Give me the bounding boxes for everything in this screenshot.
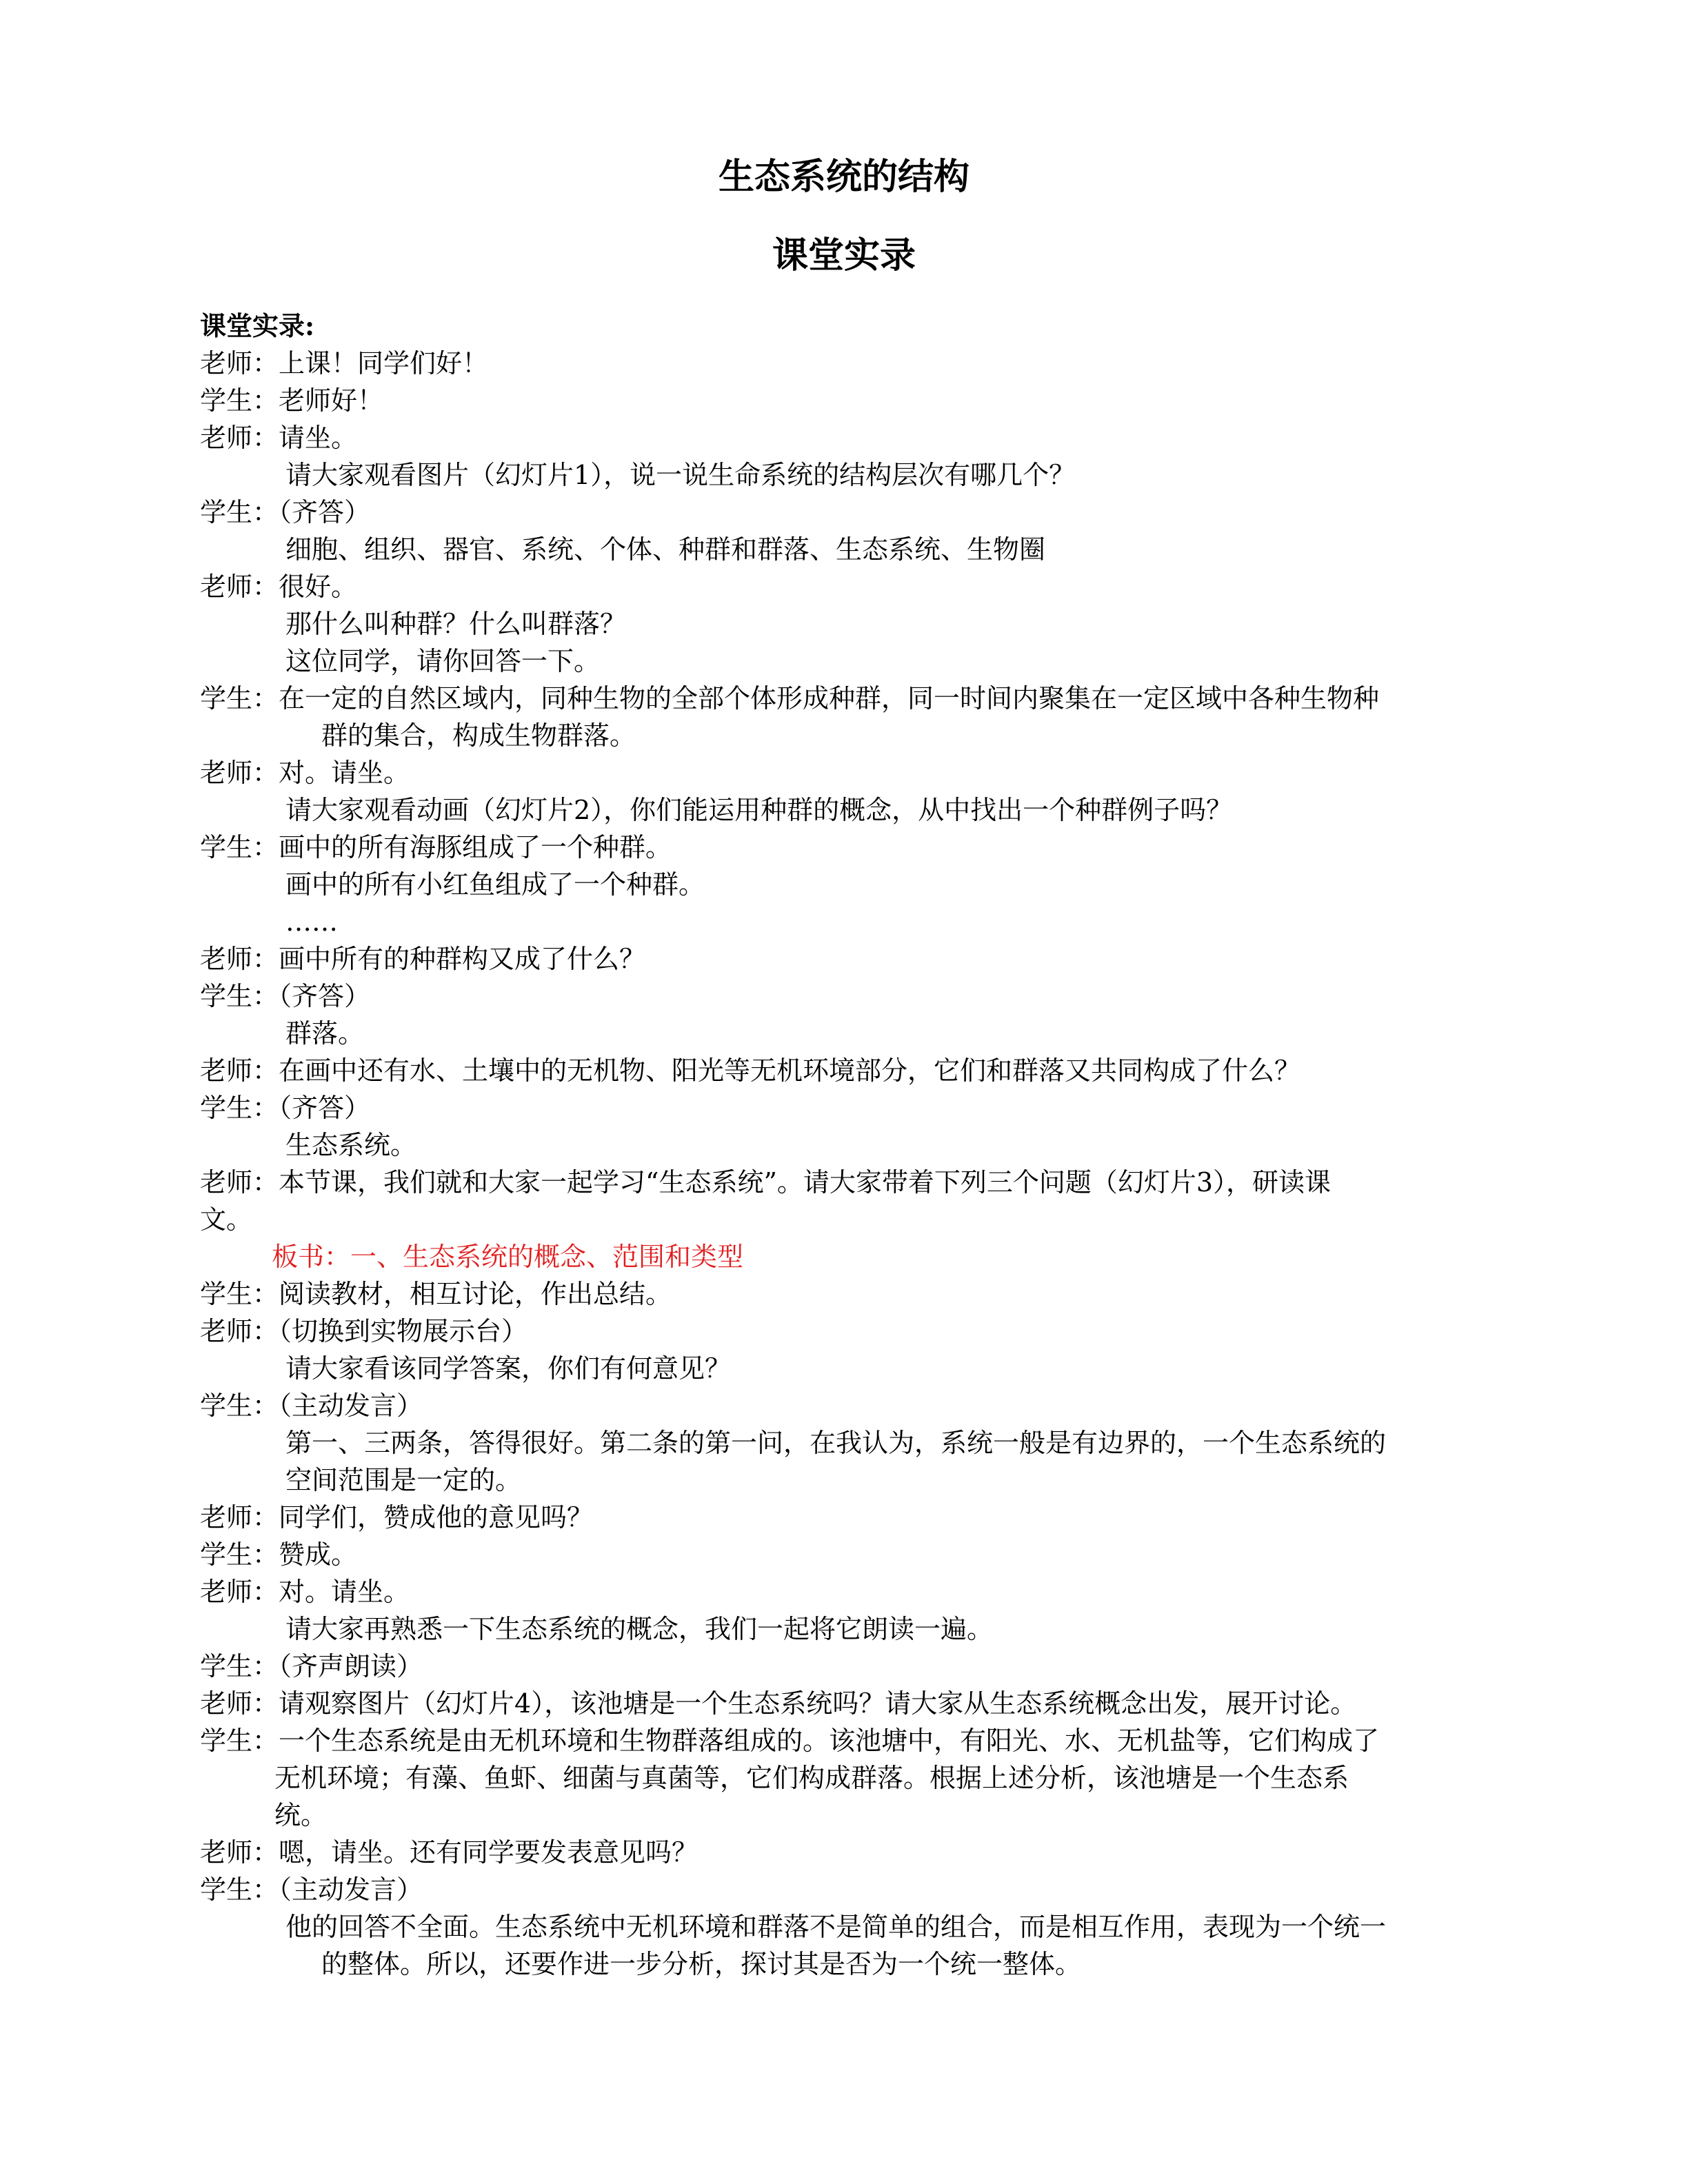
line-text: （齐答） [279, 1093, 371, 1123]
transcript-line [200, 1126, 1510, 1164]
transcript-line [200, 1350, 1510, 1387]
speaker-label: 老师： [200, 1316, 279, 1346]
speaker-label: 老师： [200, 1502, 279, 1533]
speaker-label: 学生： [200, 1726, 279, 1756]
transcript-line [200, 903, 1510, 940]
line-text: …… [285, 907, 338, 937]
transcript-line [200, 829, 1510, 866]
line-text: 板书：一、生态系统的概念、范围和类型 [272, 1242, 744, 1272]
transcript-line [200, 1462, 1510, 1499]
line-text: 统。 [274, 1800, 328, 1830]
transcript-line [200, 1908, 1510, 1945]
line-text: 在一定的自然区域内，同种生物的全部个体形成种群，同一时间内聚集在一定区域中各种生物种 [279, 683, 1380, 714]
line-text: 那什么叫种群？什么叫群落？ [285, 609, 627, 639]
transcript-line [200, 345, 1510, 382]
transcript-line [200, 754, 1510, 791]
transcript-line [200, 866, 1510, 903]
document-subtitle: 课堂实录 [772, 235, 916, 276]
line-text: 空间范围是一定的。 [285, 1465, 522, 1495]
transcript-line [200, 1573, 1510, 1610]
speaker-label: 老师： [200, 758, 279, 788]
line-text: （齐答） [279, 981, 371, 1011]
line-text: 无机环境；有藻、鱼虾、细菌与真菌等，它们构成群落。根据上述分析，该池塘是一个生态系 [274, 1763, 1349, 1793]
transcript-line [200, 1015, 1510, 1052]
speaker-label: 学生： [200, 385, 279, 416]
transcript-line [200, 1610, 1510, 1648]
section-label: 课堂实录: [200, 310, 315, 341]
line-text: 生态系统。 [285, 1130, 417, 1160]
speaker-label: 学生： [200, 683, 279, 714]
speaker-label: 学生： [200, 1651, 279, 1681]
transcript-line [200, 717, 1510, 754]
transcript-line [200, 382, 1510, 419]
line-text: 群落。 [285, 1018, 365, 1049]
line-text: 画中所有的种群构又成了什么？ [279, 944, 646, 974]
line-text: 请大家观看动画（幻灯片2），你们能运用种群的概念，从中找出一个种群例子吗？ [285, 795, 1233, 825]
transcript-line [200, 494, 1510, 531]
transcript-line [200, 1201, 1510, 1238]
line-text: 请大家观看图片（幻灯片1），说一说生命系统的结构层次有哪几个？ [285, 460, 1076, 490]
line-text: 画中的所有小红鱼组成了一个种群。 [285, 869, 705, 900]
line-text: （齐声朗读） [279, 1651, 423, 1681]
transcript-line [200, 1164, 1510, 1201]
transcript-line [200, 1052, 1510, 1089]
transcript-line [200, 1313, 1510, 1350]
transcript-line [200, 605, 1510, 643]
speaker-label: 老师： [200, 1688, 279, 1719]
transcript-line [200, 680, 1510, 717]
line-text: 同学们，赞成他的意见吗？ [279, 1502, 594, 1533]
speaker-label: 学生： [200, 1093, 279, 1123]
speaker-label: 老师： [200, 423, 279, 453]
speaker-label: 老师： [200, 1167, 279, 1197]
line-text: 很好。 [279, 572, 358, 602]
transcript-line [200, 643, 1510, 680]
speaker-label: 学生： [200, 1391, 279, 1421]
transcript-line [200, 1945, 1510, 1983]
line-text: 嗯，请坐。还有同学要发表意见吗？ [279, 1837, 699, 1868]
line-text: 对。请坐。 [279, 758, 410, 788]
line-text: 老师好！ [279, 385, 384, 416]
transcript-line [200, 978, 1510, 1015]
line-text: 请大家看该同学答案，你们有何意见？ [285, 1353, 732, 1384]
line-text: 上课！同学们好！ [279, 348, 489, 378]
speaker-label: 学生： [200, 1874, 279, 1905]
line-text: 文。 [200, 1204, 253, 1235]
line-text: 在画中还有水、土壤中的无机物、阳光等无机环境部分，它们和群落又共同构成了什么？ [279, 1055, 1301, 1086]
transcript-line [200, 1648, 1510, 1685]
speaker-label: 学生： [200, 981, 279, 1011]
line-text: （齐答） [279, 497, 371, 527]
line-text: （主动发言） [279, 1391, 423, 1421]
transcript-line [200, 531, 1510, 568]
line-text: 对。请坐。 [279, 1577, 410, 1607]
transcript-line [200, 1536, 1510, 1573]
speaker-label: 学生： [200, 1279, 279, 1309]
line-text: 赞成。 [279, 1539, 358, 1570]
speaker-label: 老师： [200, 1837, 279, 1868]
transcript-line [200, 1685, 1510, 1722]
line-text: 请坐。 [279, 423, 358, 453]
line-text: 群的集合，构成生物群落。 [321, 720, 636, 751]
transcript-line [200, 568, 1510, 605]
line-text: 阅读教材，相互讨论，作出总结。 [279, 1279, 672, 1309]
line-text: 一个生态系统是由无机环境和生物群落组成的。该池塘中，有阳光、水、无机盐等，它们构成了 [279, 1726, 1380, 1756]
speaker-label: 学生： [200, 1539, 279, 1570]
speaker-label: 学生： [200, 832, 279, 862]
transcript-line [200, 1834, 1510, 1871]
transcript-line [200, 419, 1510, 456]
line-text: 本节课，我们就和大家一起学习“生态系统”。请大家带着下列三个问题（幻灯片3），研读课 [279, 1167, 1332, 1197]
speaker-label: 老师： [200, 348, 279, 378]
transcript-line [200, 940, 1510, 978]
transcript-line [200, 1275, 1510, 1313]
line-text: 请观察图片（幻灯片4），该池塘是一个生态系统吗？请大家从生态系统概念出发，展开讨论。 [279, 1688, 1357, 1719]
line-text: 请大家再熟悉一下生态系统的概念，我们一起将它朗读一遍。 [285, 1614, 994, 1644]
line-text: （主动发言） [279, 1874, 423, 1905]
speaker-label: 老师： [200, 944, 279, 974]
speaker-label: 老师： [200, 1055, 279, 1086]
blackboard-note [200, 1238, 1510, 1275]
transcript [200, 307, 1510, 1983]
line-text: 的整体。所以，还要作进一步分析，探讨其是否为一个统一整体。 [321, 1949, 1082, 1979]
transcript-line [200, 1499, 1510, 1536]
transcript-line [200, 1871, 1510, 1908]
line-text: 这位同学，请你回答一下。 [285, 646, 601, 676]
document-title: 生态系统的结构 [718, 156, 969, 198]
speaker-label: 学生： [200, 497, 279, 527]
transcript-line [200, 1797, 1510, 1834]
line-text: （切换到实物展示台） [279, 1316, 528, 1346]
transcript-line [200, 456, 1510, 494]
transcript-line [200, 791, 1510, 829]
transcript-line [200, 1759, 1510, 1797]
line-text: 细胞、组织、器官、系统、个体、种群和群落、生态系统、生物圈 [285, 534, 1046, 565]
speaker-label: 老师： [200, 572, 279, 602]
speaker-label: 老师： [200, 1577, 279, 1607]
transcript-line [200, 1424, 1510, 1462]
transcript-line [200, 1089, 1510, 1126]
line-text: 画中的所有海豚组成了一个种群。 [279, 832, 672, 862]
transcript-line [200, 1722, 1510, 1759]
line-text: 他的回答不全面。生态系统中无机环境和群落不是简单的组合，而是相互作用，表现为一个统一 [285, 1912, 1387, 1942]
line-text: 第一、三两条，答得很好。第二条的第一问，在我认为，系统一般是有边界的，一个生态系统的 [285, 1428, 1387, 1458]
transcript-line [200, 1387, 1510, 1424]
